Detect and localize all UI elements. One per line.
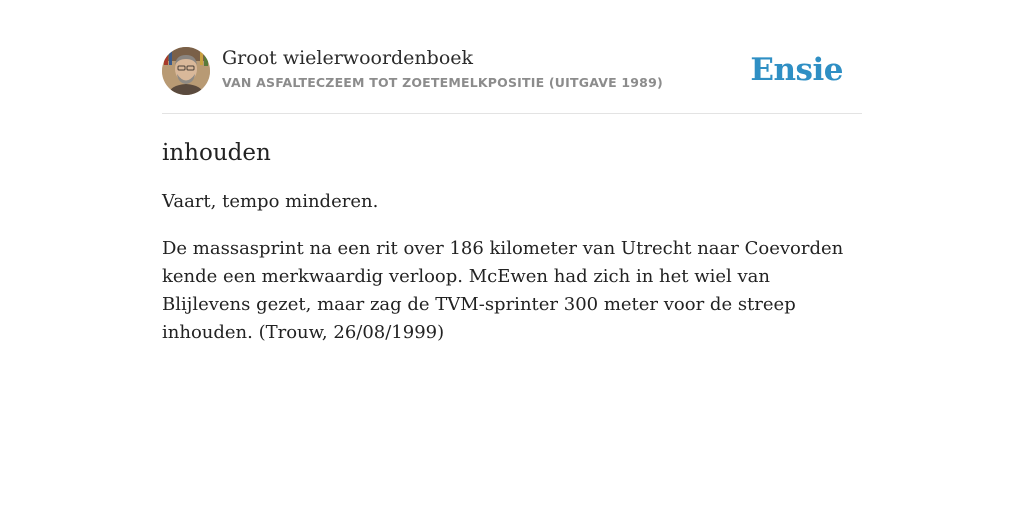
headword: inhouden: [162, 140, 271, 166]
book-subtitle: VAN ASFALTECZEEM TOT ZOETEMELKPOSITIE (UITGAVE 1989): [222, 75, 663, 90]
example-quote: De massasprint na een rit over 186 kilometer van Utrecht naar Coevorden kende een merkwaardig verloop. McEwen had zich in het wiel van Blijlevens gezet, maar zag de TVM-sprinter 300 meter voor de streep inhouden. (Trouw, 26/08/1999): [162, 238, 844, 343]
brand-logo[interactable]: Ensie: [750, 52, 843, 88]
author-portrait-icon: [162, 47, 210, 95]
avatar[interactable]: [162, 47, 210, 95]
header: [162, 46, 862, 114]
entry-card: [162, 46, 862, 347]
definition: Vaart, tempo minderen.: [162, 191, 379, 212]
book-title[interactable]: Groot wielerwoordenboek: [222, 47, 474, 69]
